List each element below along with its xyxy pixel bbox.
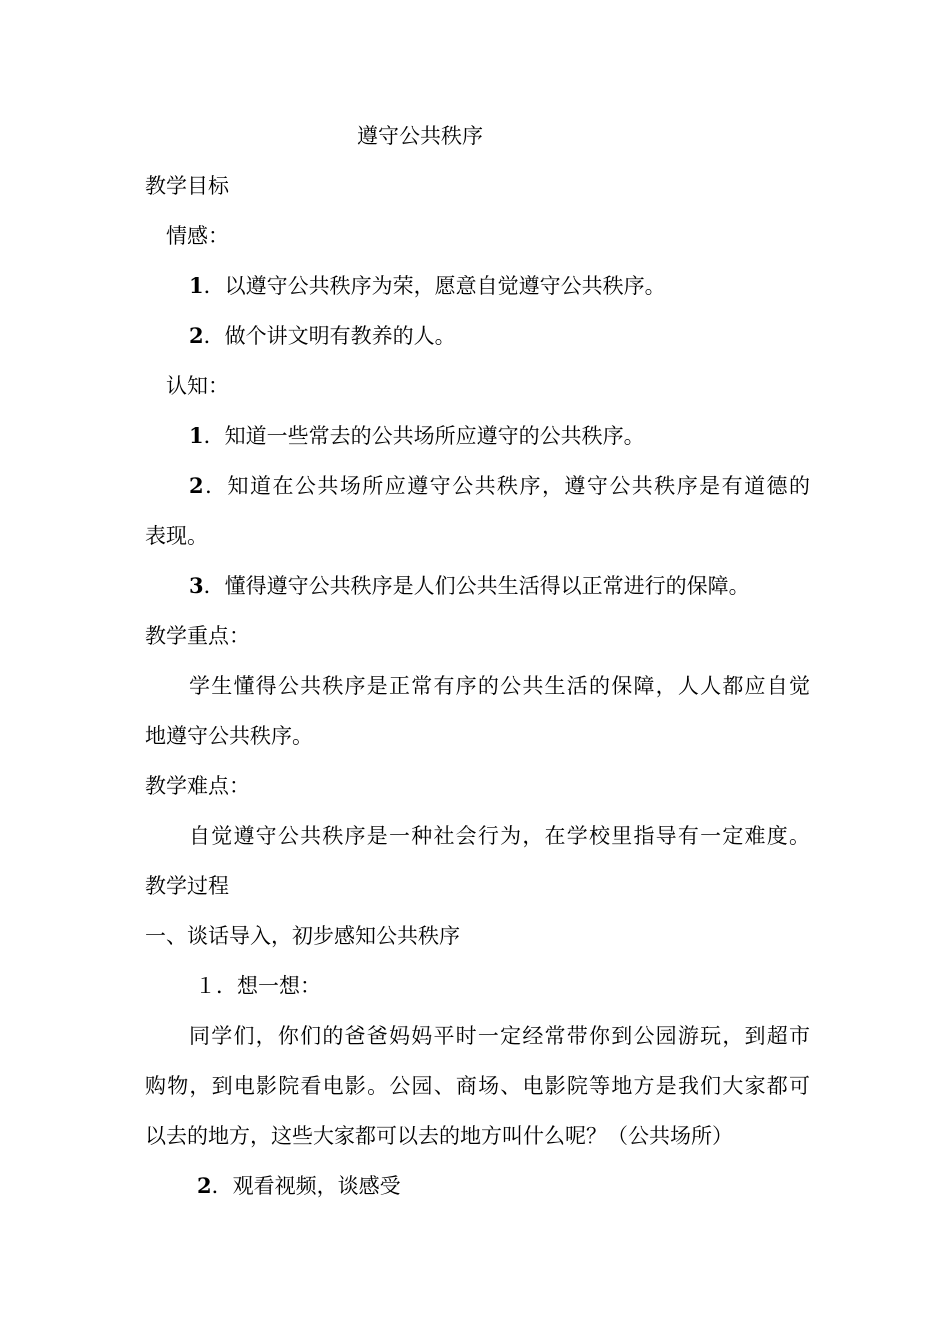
process-part1-heading: 一、谈话导入，初步感知公共秩序 <box>145 924 460 948</box>
objectives-heading: 教学目标 <box>145 174 229 198</box>
item-text: ．观看视频，谈感受 <box>211 1174 401 1198</box>
item-number: 2 <box>189 473 204 498</box>
process-paragraph-line-1: 同学们，你们的爸爸妈妈平时一定经常带你到公园游玩，到超市 <box>189 1024 810 1048</box>
process-step-2 <box>197 1171 401 1201</box>
difficulties-line-1: 自觉遵守公共秩序是一种社会行为，在学校里指导有一定难度。 <box>189 824 810 848</box>
page-title: 遵守公共秩序 <box>357 124 483 148</box>
process-step-1: １．想一想： <box>195 974 321 998</box>
emotion-label: 情感： <box>166 224 229 248</box>
cognition-item-3 <box>189 571 750 601</box>
item-number: 2 <box>197 1173 212 1198</box>
key-points-line-2: 地遵守公共秩序。 <box>145 724 313 748</box>
cognition-item-2-continued: 表现。 <box>145 524 208 548</box>
process-paragraph-line-3: 以去的地方，这些大家都可以去的地方叫什么呢？（公共场所） <box>145 1124 733 1148</box>
item-number: 1 <box>189 273 204 298</box>
item-text: ．以遵守公共秩序为荣，愿意自觉遵守公共秩序。 <box>203 274 666 298</box>
item-text: ．知道在公共场所应遵守公共秩序，遵守公共秩序是有道德的 <box>203 474 810 498</box>
item-text: ．做个讲文明有教养的人。 <box>203 324 456 348</box>
cognition-item-1 <box>189 421 645 451</box>
emotion-item-2 <box>189 321 456 351</box>
item-text: ．知道一些常去的公共场所应遵守的公共秩序。 <box>203 424 645 448</box>
item-number: 1 <box>189 423 204 448</box>
cognition-label: 认知： <box>166 374 229 398</box>
item-text: ．懂得遵守公共秩序是人们公共生活得以正常进行的保障。 <box>203 574 750 598</box>
process-heading: 教学过程 <box>145 874 229 898</box>
process-paragraph-line-2: 购物，到电影院看电影。公园、商场、电影院等地方是我们大家都可 <box>145 1074 810 1098</box>
item-number: 3 <box>189 573 204 598</box>
key-points-heading: 教学重点： <box>145 624 250 648</box>
emotion-item-1 <box>189 271 666 301</box>
difficulties-heading: 教学难点： <box>145 774 250 798</box>
cognition-item-2 <box>189 471 810 501</box>
item-number: 2 <box>189 323 204 348</box>
key-points-line-1: 学生懂得公共秩序是正常有序的公共生活的保障，人人都应自觉 <box>189 674 810 698</box>
